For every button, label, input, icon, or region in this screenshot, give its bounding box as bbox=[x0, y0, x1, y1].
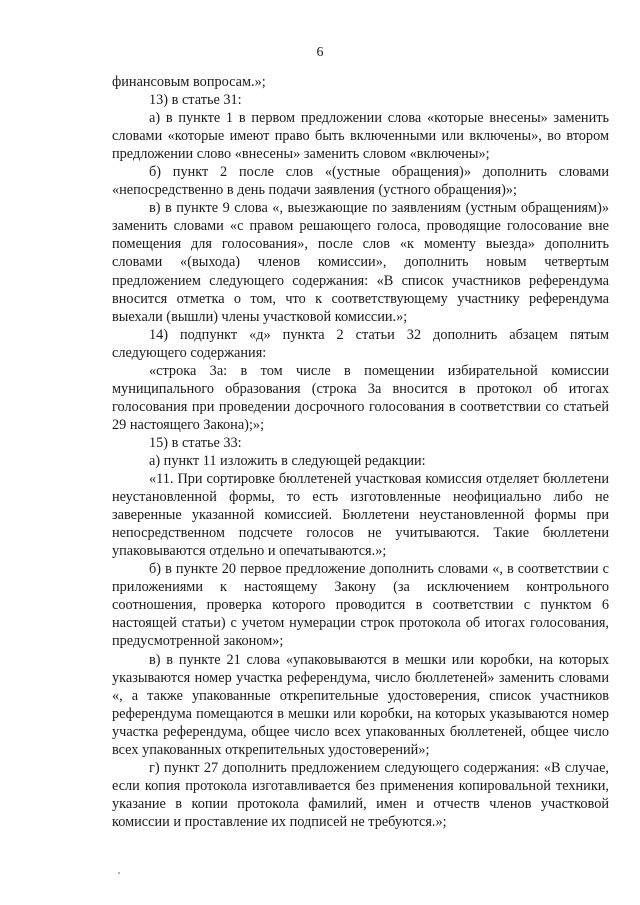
paragraph-line-3a-quote: «строка 3а: в том числе в помещении избирательной комиссии муниципального образования (строка 3а вносится в протокол об итогах голосования при проведении досрочного голосования в соответствии со статьей 29 настоящего Закона);»; bbox=[112, 362, 609, 433]
paragraph-article-32-item-14: 14) подпункт «д» пункта 2 статьи 32 дополнить абзацем пятым следующего содержания: bbox=[112, 326, 609, 361]
page-number: 6 bbox=[316, 45, 324, 60]
paragraph-article-33-item-g: г) пункт 27 дополнить предложением следующего содержания: «В случае, если копия протокола изготавливается без применения копировальной техники, указание в копии протокола фамилий, имен и отчеств членов участковой комиссии и проставление их подписей не требуются.»; bbox=[112, 759, 609, 830]
paragraph-item-11-quote: «11. При сортировке бюллетеней участковая комиссия отделяет бюллетени неустановленной формы, то есть изготовленные неофициально либо не заверенные указанной комиссией. Бюллетени неустановленной формы при непосредственном подсчете голосов не учитываются. Такие бюллетени упаковываются отдельно и опечатываются.»; bbox=[112, 471, 609, 560]
paragraph-article-31-heading: 13) в статье 31: bbox=[149, 92, 242, 109]
paragraph-article-33-item-b: б) в пункте 20 первое предложение дополнить словами «, в соответствии с приложениями к настоящему Закону (за исключением контрольного соотношения, проверка которого проводится в соответствии с пунктом 6 настоящей статьи) с учетом нумерации строк протокола об итогах голосования, предусмотренной законом»; bbox=[112, 561, 609, 650]
paragraph-article-31-item-v: в) в пункте 9 слова «, выезжающие по заявлениям (устным обращениям)» заменить словами «с правом решающего голоса, проводящие голосование вне помещения для голосования», после слов «к моменту выезда» дополнить словами «(выхода) членов комиссии», дополнить новым четвертым предложением следующего содержания: «В список участников референдума вносится отметка о том, что к соответствующему участнику референдума выехали (вышли) члены участковой комиссии.»; bbox=[112, 200, 609, 325]
paragraph-article-33-item-a: а) пункт 11 изложить в следующей редакции: bbox=[149, 452, 426, 469]
paragraph-continuation: финансовым вопросам.»; bbox=[112, 74, 266, 90]
paragraph-article-33-heading: 15) в статье 33: bbox=[149, 434, 242, 451]
paragraph-article-31-item-b: б) пункт 2 после слов «(устные обращения)» дополнить словами «непосредственно в день подачи заявления (устного обращения)»; bbox=[112, 164, 609, 199]
scan-speck bbox=[118, 872, 120, 874]
paragraph-article-33-item-v: в) в пункте 21 слова «упаковываются в мешки или коробки, на которых указываются номер участка референдума, число бюллетеней» заменить словами «, а также упакованные открепительные удостоверения, список участников референдума помещаются в мешки или коробки, на которых указываются номер участка референдума, общее число всех упакованных бюллетеней, общее число всех упакованных открепительных удостоверений»; bbox=[112, 651, 609, 758]
document-body bbox=[112, 73, 609, 831]
paragraph-article-31-item-a: а) в пункте 1 в первом предложении слова «которые внесены» заменить словами «которые имеют право быть включенными или включены», во втором предложении слово «внесены» заменить словом «включены»; bbox=[112, 110, 609, 163]
